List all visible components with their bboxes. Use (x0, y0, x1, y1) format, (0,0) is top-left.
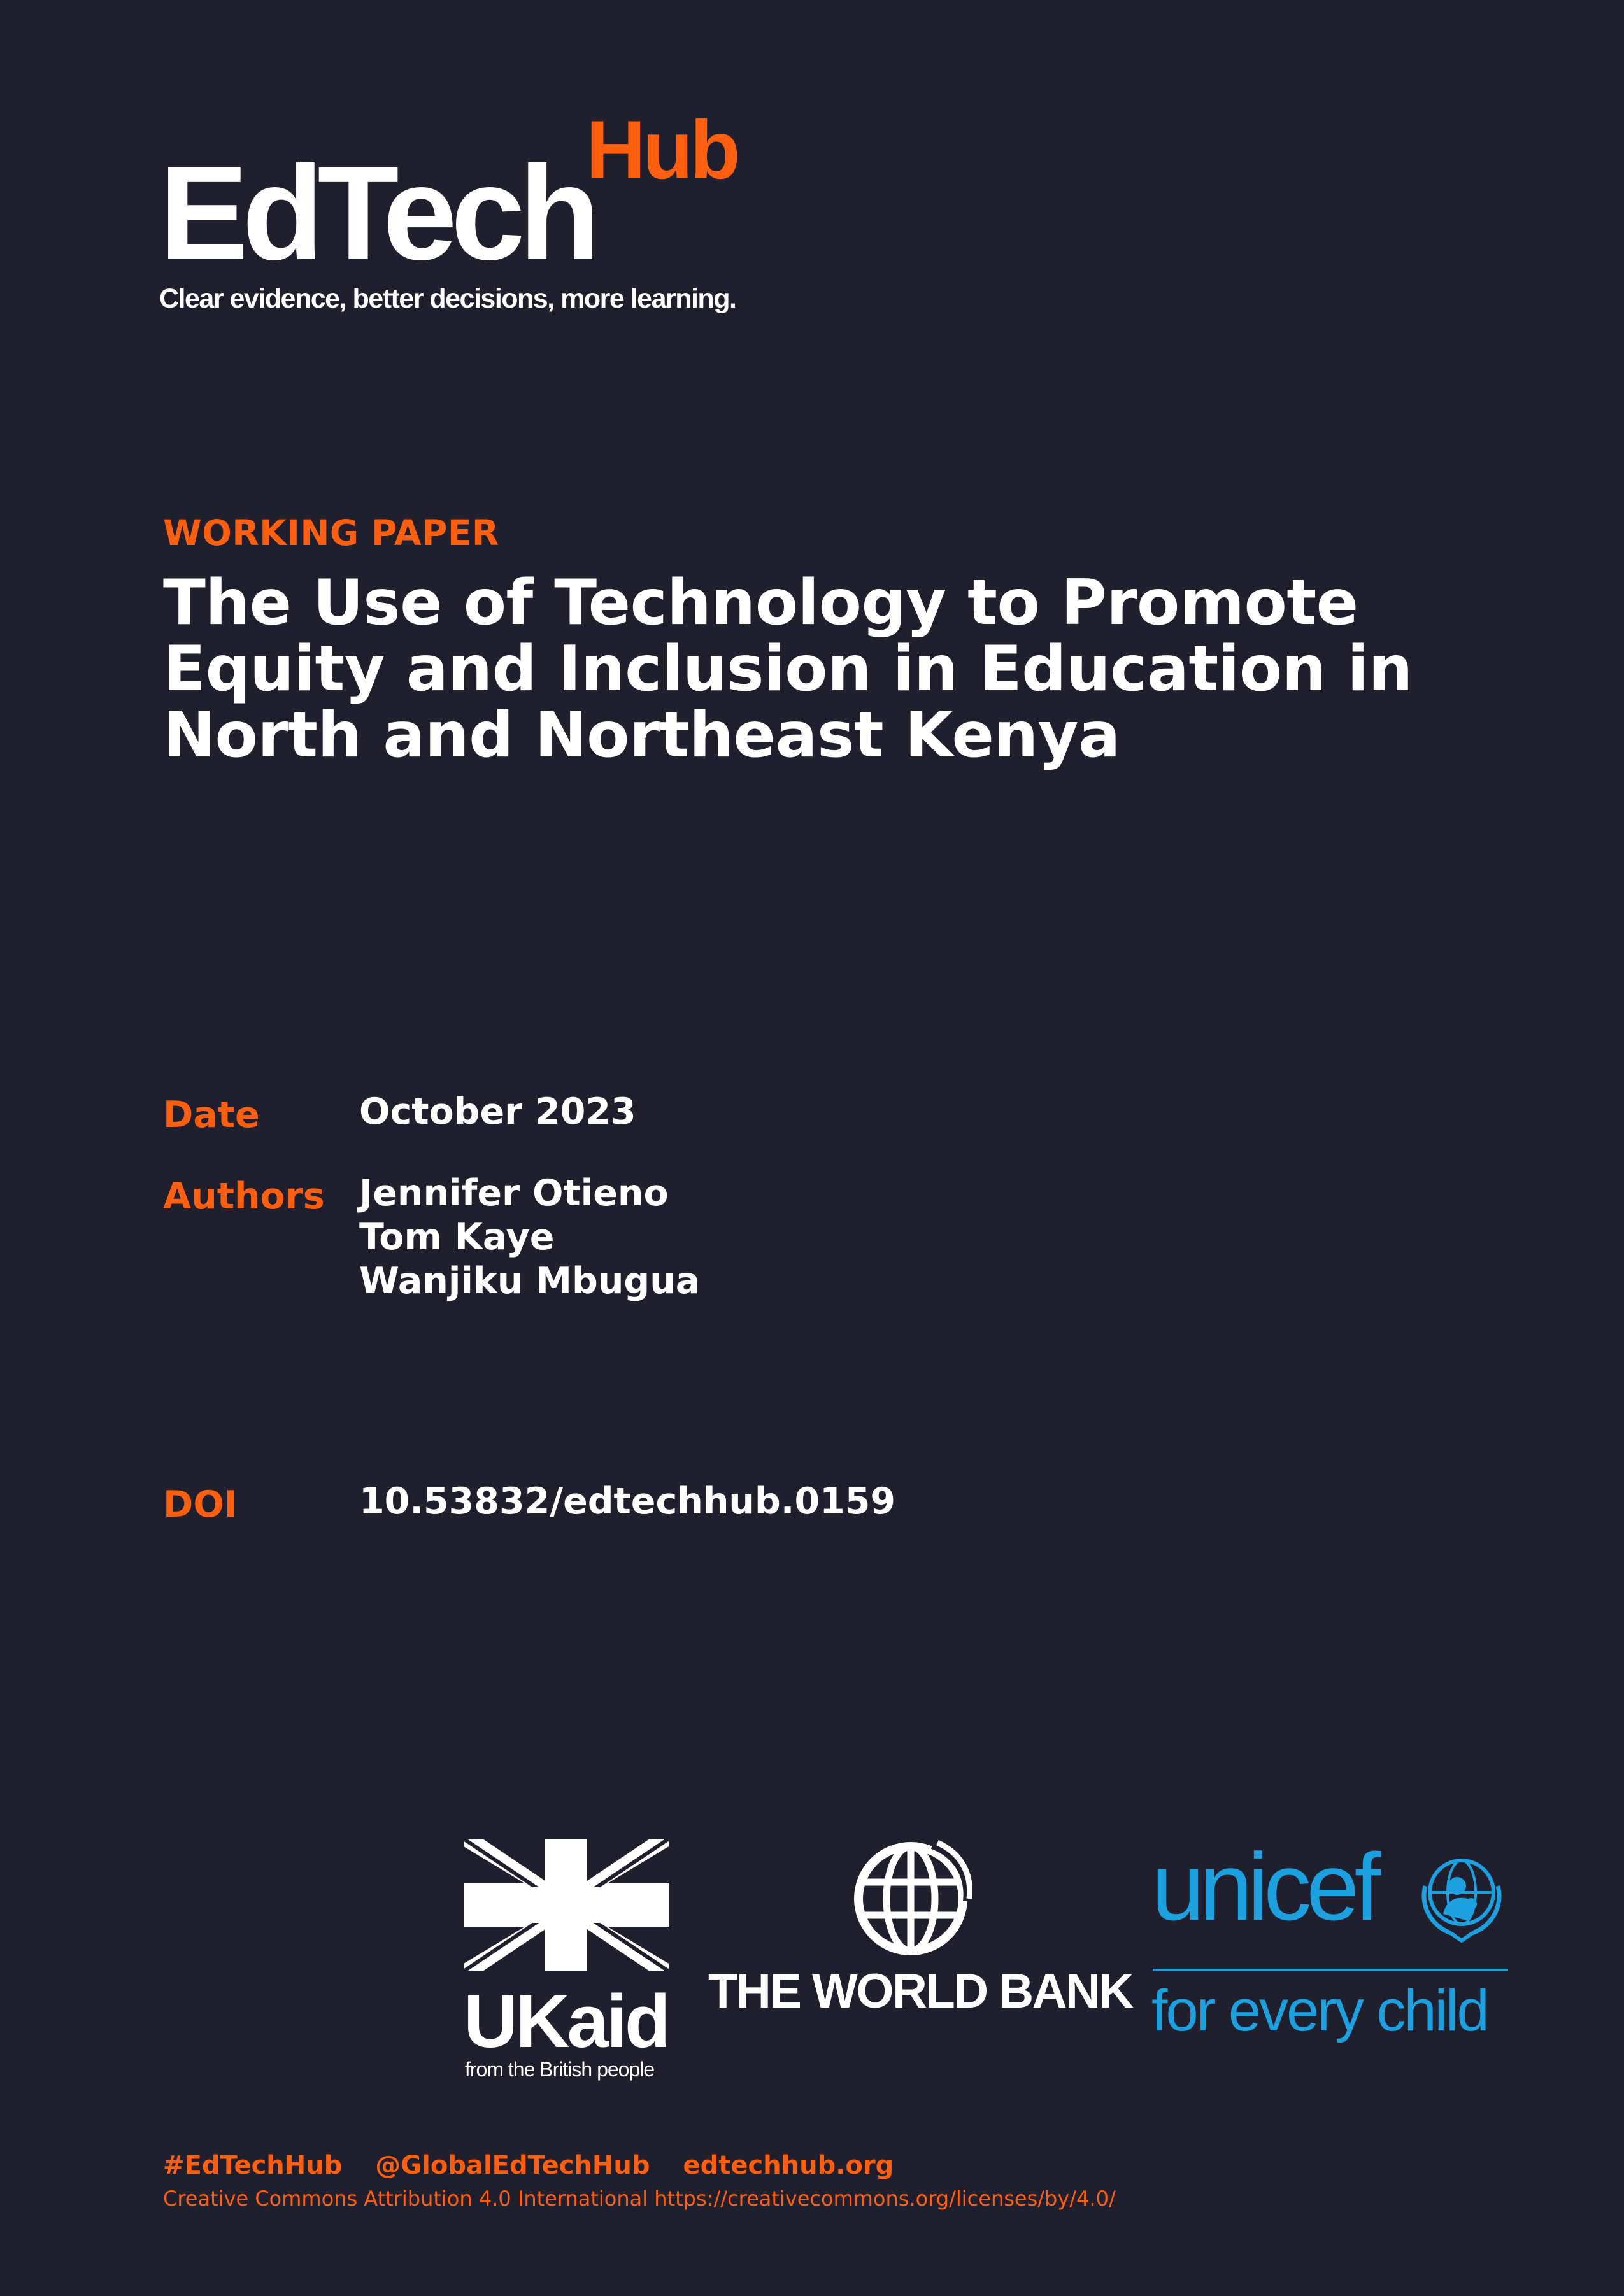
doi-label: DOI (163, 1484, 238, 1526)
title-line: Equity and Inclusion in Education in (163, 633, 1413, 705)
footer-handle: @GlobalEdTechHub (375, 2151, 650, 2180)
unicef-divider (1153, 1969, 1508, 1971)
unicef-logo (1151, 1833, 1512, 2060)
author-name: Wanjiku Mbugua (359, 1260, 701, 1302)
footer-website: edtechhub.org (683, 2151, 894, 2180)
footer-links (163, 2151, 918, 2180)
logo-tagline: Clear evidence, better decisions, more learning. (159, 283, 736, 314)
date-label: Date (163, 1094, 260, 1136)
globe-icon (851, 1840, 972, 1957)
logo-edtech-text: EdTech (159, 138, 594, 288)
ukaid-subtitle: from the British people (465, 2058, 655, 2081)
footer-hashtag: #EdTechHub (163, 2151, 343, 2180)
doi-value: 10.53832/edtechhub.0159 (359, 1480, 896, 1522)
unicef-tagline: for every child (1151, 1978, 1488, 2043)
edtechhub-logo (159, 102, 783, 325)
paper-type-label: WORKING PAPER (163, 513, 499, 553)
ukaid-wordmark: UKaid (464, 1980, 668, 2064)
author-name: Jennifer Otieno (359, 1172, 669, 1214)
ukaid-logo (464, 1839, 669, 2081)
unicef-wordmark: unicef (1151, 1833, 1376, 1940)
date-value: October 2023 (359, 1091, 636, 1133)
paper-title (163, 567, 1532, 772)
logo-hub-text: Hub (586, 103, 737, 196)
title-line: The Use of Technology to Promote (163, 567, 1358, 639)
unicef-emblem-icon (1411, 1850, 1512, 1946)
union-flag-icon (464, 1839, 669, 1971)
footer-license: Creative Commons Attribution 4.0 International https://creativecommons.org/licenses/by/4.0/ (163, 2186, 1116, 2211)
authors-label: Authors (163, 1175, 325, 1217)
world-bank-wordmark: THE WORLD BANK (708, 1964, 1132, 2018)
author-name: Tom Kaye (359, 1216, 555, 1258)
world-bank-logo (708, 1840, 1134, 2025)
title-line: North and Northeast Kenya (163, 699, 1120, 772)
authors-list (359, 1172, 700, 1303)
